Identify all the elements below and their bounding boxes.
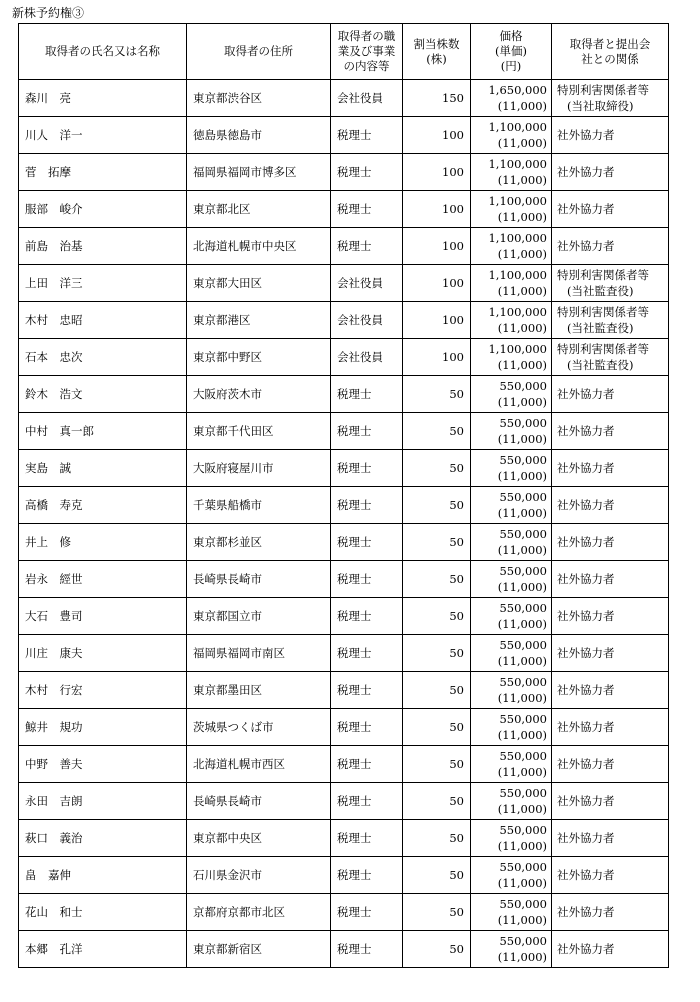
relation-type: 特別利害関係者等 <box>557 305 649 319</box>
cell-shares: 100 <box>403 302 471 339</box>
cell-price <box>471 413 552 450</box>
price-unit: (11,000) <box>497 210 547 224</box>
cell-name: 井上 修 <box>19 524 187 561</box>
cell-address: 東京都杉並区 <box>187 524 331 561</box>
price-unit: (11,000) <box>497 543 547 557</box>
price-unit: (11,000) <box>497 654 547 668</box>
price-total: 550,000 <box>499 638 547 652</box>
cell-occupation: 税理士 <box>331 820 403 857</box>
cell-shares: 50 <box>403 746 471 783</box>
cell-price <box>471 191 552 228</box>
cell-price <box>471 339 552 376</box>
stock-option-table <box>18 23 669 968</box>
cell-relation <box>552 598 669 635</box>
cell-address: 北海道札幌市中央区 <box>187 228 331 265</box>
price-unit: (11,000) <box>497 173 547 187</box>
price-unit: (11,000) <box>497 284 547 298</box>
price-unit: (11,000) <box>497 358 547 372</box>
cell-occupation: 税理士 <box>331 376 403 413</box>
cell-price <box>471 376 552 413</box>
price-unit: (11,000) <box>497 950 547 964</box>
relation-type: 社外協力者 <box>557 646 615 660</box>
relation-type: 社外協力者 <box>557 387 615 401</box>
cell-relation <box>552 820 669 857</box>
price-total: 550,000 <box>499 453 547 467</box>
cell-name: 鯨井 規功 <box>19 709 187 746</box>
price-total: 550,000 <box>499 527 547 541</box>
price-total: 550,000 <box>499 786 547 800</box>
relation-type: 特別利害関係者等 <box>557 342 649 356</box>
cell-address: 大阪府茨木市 <box>187 376 331 413</box>
cell-shares: 50 <box>403 561 471 598</box>
price-total: 550,000 <box>499 860 547 874</box>
relation-type: 社外協力者 <box>557 757 615 771</box>
cell-shares: 100 <box>403 154 471 191</box>
cell-occupation: 税理士 <box>331 894 403 931</box>
cell-address: 福岡県福岡市南区 <box>187 635 331 672</box>
cell-address: 北海道札幌市西区 <box>187 746 331 783</box>
price-unit: (11,000) <box>497 580 547 594</box>
cell-shares: 50 <box>403 820 471 857</box>
cell-name: 服部 峻介 <box>19 191 187 228</box>
cell-price <box>471 524 552 561</box>
cell-relation <box>552 635 669 672</box>
price-unit: (11,000) <box>497 432 547 446</box>
header-shares: 割当株数 (株) <box>403 24 471 80</box>
price-total: 1,100,000 <box>488 342 547 356</box>
table-row <box>19 561 669 598</box>
cell-shares: 50 <box>403 598 471 635</box>
cell-shares: 50 <box>403 672 471 709</box>
header-name: 取得者の氏名又は名称 <box>19 24 187 80</box>
cell-address: 石川県金沢市 <box>187 857 331 894</box>
cell-relation <box>552 413 669 450</box>
cell-relation <box>552 746 669 783</box>
cell-price <box>471 117 552 154</box>
cell-occupation: 税理士 <box>331 598 403 635</box>
cell-address: 長崎県長崎市 <box>187 783 331 820</box>
cell-occupation: 会社役員 <box>331 80 403 117</box>
cell-relation <box>552 80 669 117</box>
cell-name: 花山 和士 <box>19 894 187 931</box>
cell-shares: 50 <box>403 709 471 746</box>
cell-shares: 50 <box>403 524 471 561</box>
price-total: 550,000 <box>499 934 547 948</box>
cell-address: 東京都中央区 <box>187 820 331 857</box>
relation-type: 社外協力者 <box>557 905 615 919</box>
price-total: 1,100,000 <box>488 305 547 319</box>
cell-price <box>471 635 552 672</box>
table-row <box>19 783 669 820</box>
table-row <box>19 450 669 487</box>
relation-type: 社外協力者 <box>557 424 615 438</box>
price-total: 1,100,000 <box>488 157 547 171</box>
table-row <box>19 672 669 709</box>
price-total: 550,000 <box>499 379 547 393</box>
relation-type: 社外協力者 <box>557 165 615 179</box>
relation-type: 社外協力者 <box>557 202 615 216</box>
cell-address: 茨城県つくば市 <box>187 709 331 746</box>
price-unit: (11,000) <box>497 617 547 631</box>
table-row <box>19 191 669 228</box>
price-total: 550,000 <box>499 601 547 615</box>
relation-type: 特別利害関係者等 <box>557 268 649 282</box>
cell-name: 木村 忠昭 <box>19 302 187 339</box>
cell-price <box>471 302 552 339</box>
cell-address: 大阪府寝屋川市 <box>187 450 331 487</box>
table-row <box>19 746 669 783</box>
cell-relation <box>552 857 669 894</box>
relation-type: 社外協力者 <box>557 128 615 142</box>
cell-relation <box>552 524 669 561</box>
cell-occupation: 税理士 <box>331 672 403 709</box>
cell-name: 菅 拓摩 <box>19 154 187 191</box>
cell-name: 岩永 經世 <box>19 561 187 598</box>
cell-address: 東京都千代田区 <box>187 413 331 450</box>
cell-relation <box>552 265 669 302</box>
cell-shares: 150 <box>403 80 471 117</box>
relation-type: 社外協力者 <box>557 239 615 253</box>
cell-shares: 100 <box>403 117 471 154</box>
price-total: 550,000 <box>499 897 547 911</box>
cell-relation <box>552 117 669 154</box>
cell-occupation: 税理士 <box>331 561 403 598</box>
cell-name: 川人 洋一 <box>19 117 187 154</box>
relation-type: 社外協力者 <box>557 868 615 882</box>
cell-name: 実島 誠 <box>19 450 187 487</box>
price-unit: (11,000) <box>497 395 547 409</box>
cell-relation <box>552 561 669 598</box>
header-row <box>19 24 669 80</box>
cell-relation <box>552 191 669 228</box>
cell-shares: 50 <box>403 894 471 931</box>
price-unit: (11,000) <box>497 765 547 779</box>
cell-address: 福岡県福岡市博多区 <box>187 154 331 191</box>
cell-price <box>471 487 552 524</box>
table-row <box>19 857 669 894</box>
price-unit: (11,000) <box>497 99 547 113</box>
header-address: 取得者の住所 <box>187 24 331 80</box>
cell-name: 中村 真一郎 <box>19 413 187 450</box>
cell-price <box>471 857 552 894</box>
cell-occupation: 税理士 <box>331 746 403 783</box>
price-total: 550,000 <box>499 490 547 504</box>
cell-name: 畠 嘉伸 <box>19 857 187 894</box>
cell-relation <box>552 376 669 413</box>
cell-name: 鈴木 浩文 <box>19 376 187 413</box>
cell-relation <box>552 450 669 487</box>
cell-name: 永田 吉朗 <box>19 783 187 820</box>
table-row <box>19 117 669 154</box>
cell-occupation: 税理士 <box>331 413 403 450</box>
table-row <box>19 265 669 302</box>
price-unit: (11,000) <box>497 506 547 520</box>
price-total: 550,000 <box>499 749 547 763</box>
price-unit: (11,000) <box>497 876 547 890</box>
price-unit: (11,000) <box>497 469 547 483</box>
cell-occupation: 税理士 <box>331 783 403 820</box>
cell-address: 東京都大田区 <box>187 265 331 302</box>
price-total: 1,650,000 <box>488 83 547 97</box>
cell-shares: 100 <box>403 265 471 302</box>
cell-relation <box>552 302 669 339</box>
cell-occupation: 税理士 <box>331 635 403 672</box>
price-total: 1,100,000 <box>488 231 547 245</box>
cell-occupation: 会社役員 <box>331 339 403 376</box>
cell-occupation: 会社役員 <box>331 265 403 302</box>
cell-occupation: 会社役員 <box>331 302 403 339</box>
relation-type: 社外協力者 <box>557 720 615 734</box>
cell-occupation: 税理士 <box>331 524 403 561</box>
cell-price <box>471 598 552 635</box>
relation-type: 社外協力者 <box>557 535 615 549</box>
cell-name: 中野 善夫 <box>19 746 187 783</box>
cell-address: 東京都北区 <box>187 191 331 228</box>
relation-type: 社外協力者 <box>557 609 615 623</box>
header-relation: 取得者と提出会 社との関係 <box>552 24 669 80</box>
price-unit: (11,000) <box>497 728 547 742</box>
cell-occupation: 税理士 <box>331 450 403 487</box>
header-occupation: 取得者の職 業及び事業 の内容等 <box>331 24 403 80</box>
cell-shares: 50 <box>403 376 471 413</box>
cell-address: 京都府京都市北区 <box>187 894 331 931</box>
cell-relation <box>552 783 669 820</box>
cell-name: 石本 忠次 <box>19 339 187 376</box>
cell-occupation: 税理士 <box>331 117 403 154</box>
table-row <box>19 598 669 635</box>
cell-occupation: 税理士 <box>331 709 403 746</box>
relation-type: 特別利害関係者等 <box>557 83 649 97</box>
cell-relation <box>552 931 669 968</box>
relation-type: 社外協力者 <box>557 498 615 512</box>
cell-address: 東京都渋谷区 <box>187 80 331 117</box>
cell-address: 東京都港区 <box>187 302 331 339</box>
cell-relation <box>552 894 669 931</box>
price-total: 550,000 <box>499 564 547 578</box>
table-row <box>19 413 669 450</box>
cell-shares: 50 <box>403 783 471 820</box>
cell-address: 東京都新宿区 <box>187 931 331 968</box>
table-row <box>19 524 669 561</box>
header-price: 価格 (単価) (円) <box>471 24 552 80</box>
table-row <box>19 820 669 857</box>
cell-shares: 100 <box>403 339 471 376</box>
price-unit: (11,000) <box>497 802 547 816</box>
relation-type: 社外協力者 <box>557 572 615 586</box>
cell-name: 大石 豊司 <box>19 598 187 635</box>
price-unit: (11,000) <box>497 136 547 150</box>
price-total: 1,100,000 <box>488 120 547 134</box>
cell-relation <box>552 154 669 191</box>
relation-type: 社外協力者 <box>557 683 615 697</box>
price-total: 1,100,000 <box>488 268 547 282</box>
cell-name: 本郷 孔洋 <box>19 931 187 968</box>
cell-occupation: 税理士 <box>331 191 403 228</box>
price-total: 550,000 <box>499 823 547 837</box>
cell-price <box>471 228 552 265</box>
cell-name: 前島 治基 <box>19 228 187 265</box>
cell-price <box>471 80 552 117</box>
table-row <box>19 228 669 265</box>
table-row <box>19 931 669 968</box>
cell-shares: 50 <box>403 413 471 450</box>
cell-occupation: 税理士 <box>331 154 403 191</box>
table-caption: 新株予約権③ <box>12 6 85 20</box>
cell-shares: 50 <box>403 487 471 524</box>
price-total: 1,100,000 <box>488 194 547 208</box>
cell-name: 上田 洋三 <box>19 265 187 302</box>
cell-address: 長崎県長崎市 <box>187 561 331 598</box>
cell-shares: 50 <box>403 450 471 487</box>
cell-occupation: 税理士 <box>331 857 403 894</box>
price-unit: (11,000) <box>497 247 547 261</box>
table-row <box>19 302 669 339</box>
price-unit: (11,000) <box>497 913 547 927</box>
price-unit: (11,000) <box>497 691 547 705</box>
cell-price <box>471 746 552 783</box>
cell-name: 森川 亮 <box>19 80 187 117</box>
cell-price <box>471 783 552 820</box>
cell-name: 木村 行宏 <box>19 672 187 709</box>
cell-shares: 100 <box>403 228 471 265</box>
cell-price <box>471 820 552 857</box>
cell-shares: 50 <box>403 857 471 894</box>
cell-name: 萩口 義治 <box>19 820 187 857</box>
cell-occupation: 税理士 <box>331 487 403 524</box>
cell-address: 東京都中野区 <box>187 339 331 376</box>
relation-type: 社外協力者 <box>557 461 615 475</box>
cell-price <box>471 894 552 931</box>
table-row <box>19 894 669 931</box>
relation-type: 社外協力者 <box>557 831 615 845</box>
cell-name: 高橋 寿克 <box>19 487 187 524</box>
cell-price <box>471 561 552 598</box>
price-unit: (11,000) <box>497 839 547 853</box>
relation-type: 社外協力者 <box>557 942 615 956</box>
price-total: 550,000 <box>499 712 547 726</box>
table-row <box>19 80 669 117</box>
relation-detail: (当社監査役) <box>567 321 634 335</box>
cell-address: 徳島県徳島市 <box>187 117 331 154</box>
cell-relation <box>552 487 669 524</box>
cell-relation <box>552 709 669 746</box>
cell-price <box>471 265 552 302</box>
relation-detail: (当社監査役) <box>567 284 634 298</box>
table-row <box>19 376 669 413</box>
cell-address: 東京都墨田区 <box>187 672 331 709</box>
cell-price <box>471 154 552 191</box>
table-row <box>19 635 669 672</box>
relation-detail: (当社監査役) <box>567 358 634 372</box>
cell-price <box>471 450 552 487</box>
price-total: 550,000 <box>499 416 547 430</box>
price-total: 550,000 <box>499 675 547 689</box>
cell-occupation: 税理士 <box>331 931 403 968</box>
cell-shares: 50 <box>403 635 471 672</box>
cell-occupation: 税理士 <box>331 228 403 265</box>
table-row <box>19 709 669 746</box>
relation-detail: (当社取締役) <box>567 99 634 113</box>
relation-type: 社外協力者 <box>557 794 615 808</box>
cell-relation <box>552 339 669 376</box>
cell-address: 東京都国立市 <box>187 598 331 635</box>
cell-shares: 100 <box>403 191 471 228</box>
price-unit: (11,000) <box>497 321 547 335</box>
cell-relation <box>552 228 669 265</box>
cell-shares: 50 <box>403 931 471 968</box>
cell-price <box>471 931 552 968</box>
table-row <box>19 339 669 376</box>
cell-relation <box>552 672 669 709</box>
table-row <box>19 154 669 191</box>
table-row <box>19 487 669 524</box>
cell-price <box>471 709 552 746</box>
cell-name: 川庄 康夫 <box>19 635 187 672</box>
cell-address: 千葉県船橋市 <box>187 487 331 524</box>
cell-price <box>471 672 552 709</box>
